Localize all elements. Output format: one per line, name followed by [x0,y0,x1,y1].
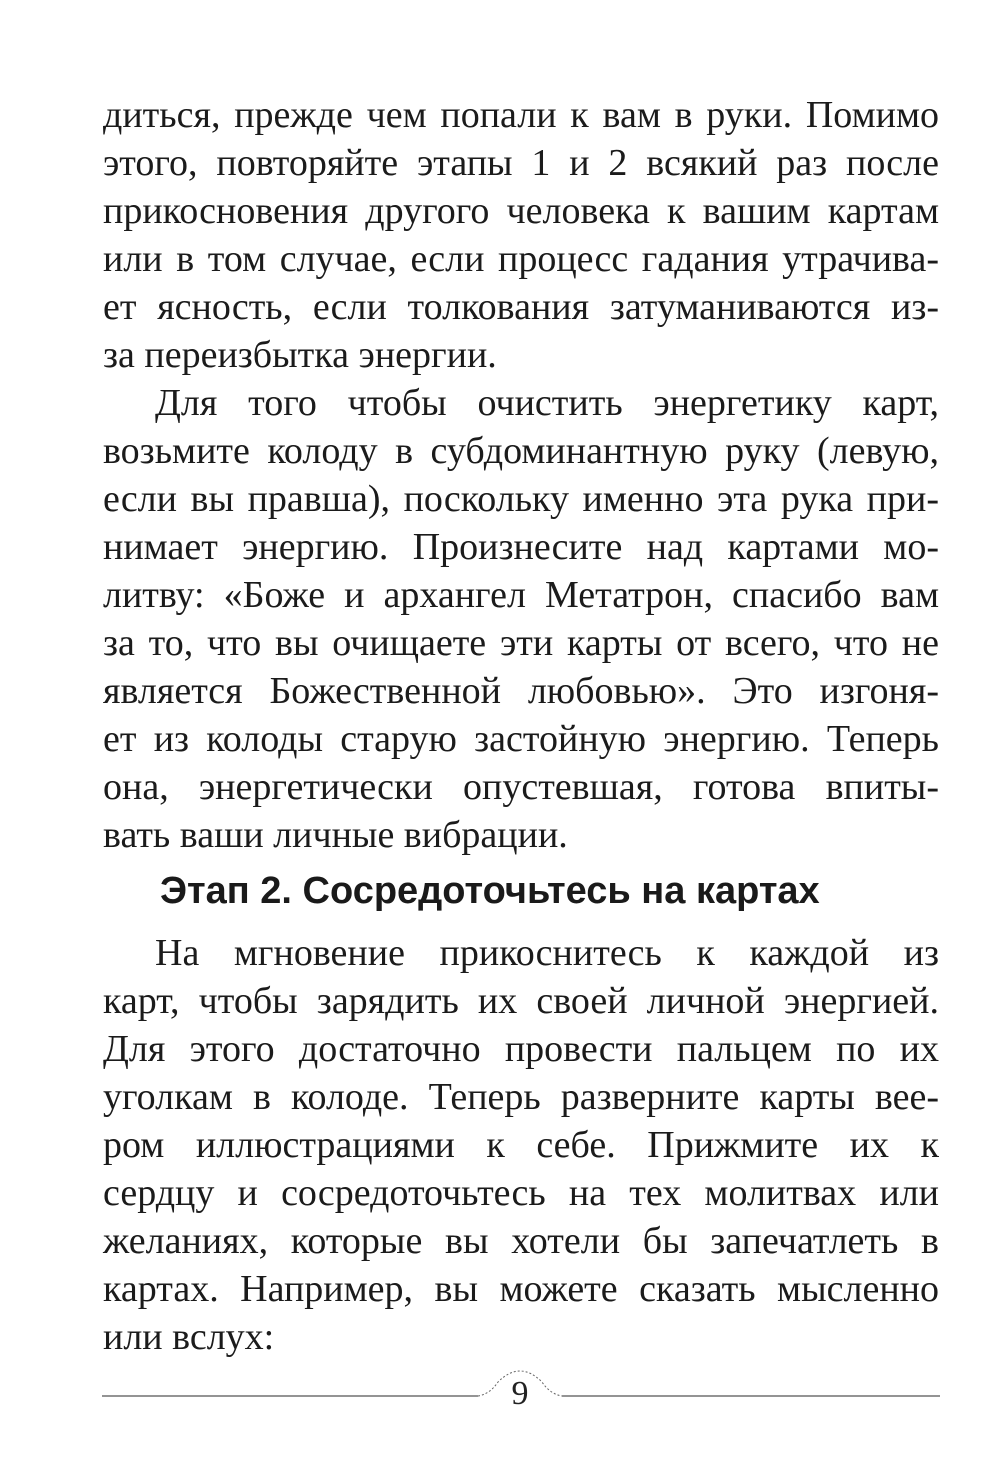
text-line: диться, прежде чем попали к вам в руки. Помимо [103,94,939,136]
text-line: сердцу и сосредоточьтесь на тех молитвах или [103,1172,939,1214]
text-line: ром иллюстрациями к себе. Прижмите их к [103,1124,939,1166]
text-line: На мгновение прикоснитесь к каждой из [155,932,939,974]
text-line: прикосновения другого человека к вашим картам [103,190,939,232]
text-line: за то, что вы очищаете эти карты от всего, что не [103,622,939,664]
page-number: 9 [511,1375,529,1412]
text-line: ет ясность, если толкования затуманиваются из- [103,286,939,328]
text-line: возьмите колоду в субдоминантную руку (левую, [103,430,939,472]
text-line: карт, чтобы зарядить их своей личной энергией. [103,980,939,1022]
text-line: вать ваши личные вибрации. [103,814,568,856]
text-line: этого, повторяйте этапы 1 и 2 всякий раз после [103,142,939,184]
text-line: литву: «Боже и архангел Метатрон, спасибо вам [103,574,939,616]
text-line: является Божественной любовью». Это изгоня- [103,670,939,712]
text-line: Для этого достаточно провести пальцем по их [103,1028,939,1070]
text-line: она, энергетически опустевшая, готова впиты- [103,766,939,808]
text-line: или в том случае, если процесс гадания утрачива- [103,238,939,280]
text-line: картах. Например, вы можете сказать мысленно [103,1268,939,1310]
text-line: за переизбытка энергии. [103,334,497,376]
text-line: уголкам в колоде. Теперь разверните карты вее- [103,1076,939,1118]
text-line: нимает энергию. Произнесите над картами мо- [103,526,939,568]
section-heading: Этап 2. Сосредоточьтесь на картах [160,870,820,912]
text-line: Для того чтобы очистить энергетику карт, [155,382,939,424]
text-line: или вслух: [103,1316,275,1358]
text-line: ет из колоды старую застойную энергию. Теперь [103,718,939,760]
text-line: если вы правша), поскольку именно эта рука при- [103,478,939,520]
text-line: желаниях, которые вы хотели бы запечатлеть в [103,1220,939,1262]
